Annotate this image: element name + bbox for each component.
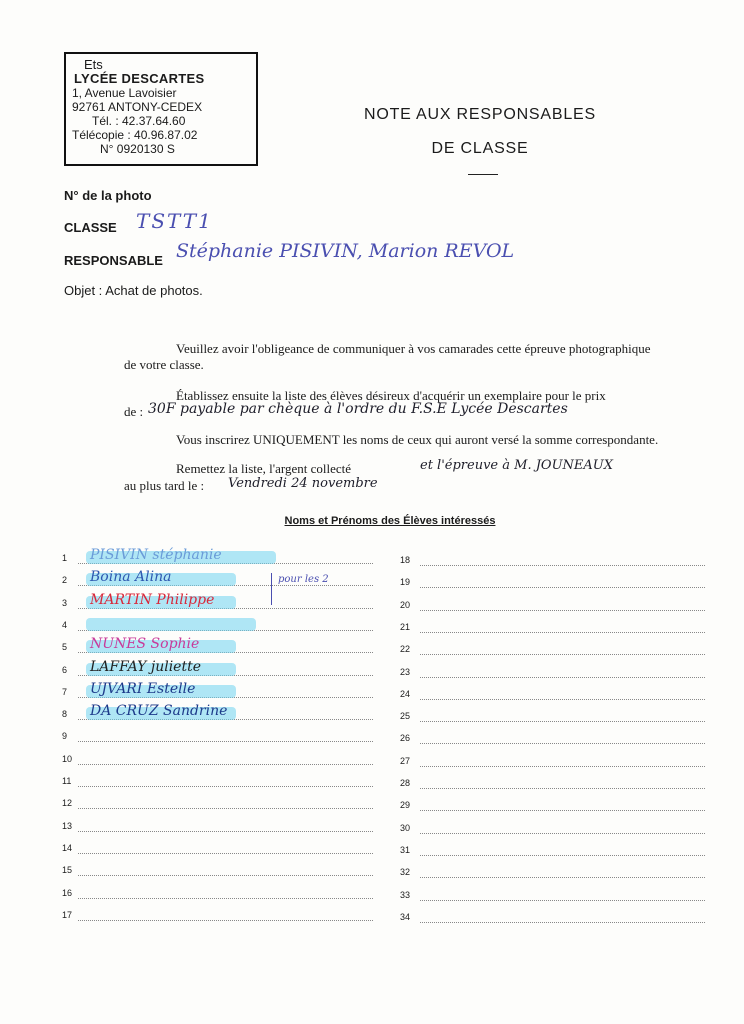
title-divider [468, 174, 498, 175]
dotted-line [420, 877, 705, 878]
row-number: 29 [400, 800, 411, 811]
paragraph-2-line-1: Établissez ensuite la liste des élèves désireux d'acquérir un exemplaire pour le prix [176, 388, 606, 403]
row-number: 34 [400, 911, 411, 922]
classe-value: TSTT1 [136, 209, 213, 233]
list-row [62, 636, 382, 656]
dotted-line [78, 875, 373, 876]
dotted-line [78, 786, 373, 787]
row-number: 12 [62, 798, 73, 809]
list-title: Noms et Prénoms des Élèves intéressés [284, 515, 496, 527]
list-row [400, 577, 710, 591]
row-number: 16 [62, 887, 73, 898]
dotted-line [420, 677, 705, 678]
list-row [400, 689, 710, 703]
list-row [62, 591, 382, 612]
row-number: 2 [62, 575, 68, 586]
row-number: 5 [62, 642, 68, 653]
list-row [400, 890, 710, 904]
list-row [62, 547, 382, 567]
list-row [400, 733, 710, 747]
student-name: MARTIN Philippe [90, 591, 215, 608]
paragraph-1-line-1: Veuillez avoir l'obligeance de communiquer à vos camarades cette épreuve photographique [176, 341, 651, 356]
stamp-city: 92761 ANTONY-CEDEX [72, 100, 203, 114]
row-number: 27 [400, 755, 411, 766]
student-name: LAFFAY juliette [90, 658, 201, 675]
list-row [62, 910, 382, 924]
row-number: 15 [62, 865, 73, 876]
list-row [400, 823, 710, 837]
student-name: DA CRUZ Sandrine [90, 703, 228, 720]
dotted-line [420, 922, 705, 923]
dotted-line [420, 632, 705, 633]
stamp-address: 1, Avenue Lavoisier [72, 86, 177, 100]
dotted-line [420, 721, 705, 722]
list-row [400, 756, 710, 770]
row-number: 33 [400, 889, 411, 900]
dotted-line [420, 743, 705, 744]
list-row [400, 778, 710, 792]
row-number: 7 [62, 686, 68, 697]
dotted-line [420, 610, 705, 611]
deliver-to-handwritten: et l'épreuve à M. JOUNEAUX [420, 458, 613, 473]
row-number: 13 [62, 820, 73, 831]
dotted-line [420, 855, 705, 856]
row-number: 1 [62, 553, 68, 563]
dotted-line [78, 808, 373, 809]
dotted-line [420, 833, 705, 834]
list-row [62, 821, 382, 835]
school-stamp [64, 52, 258, 166]
objet-line: Objet : Achat de photos. [64, 283, 203, 298]
list-row [62, 888, 382, 902]
classe-label: CLASSE [64, 220, 117, 235]
row-number: 24 [400, 688, 411, 699]
list-row [400, 867, 710, 881]
dotted-line [420, 766, 705, 767]
list-row [62, 843, 382, 857]
student-name: NUNES Sophie [90, 636, 200, 653]
row-number: 3 [62, 597, 68, 608]
dotted-line [78, 853, 373, 854]
row-number: 9 [62, 731, 68, 742]
row-number: 30 [400, 822, 411, 833]
paragraph-1-line-2: de votre classe. [124, 357, 204, 372]
row-number: 19 [400, 577, 411, 588]
row-number: 25 [400, 711, 411, 722]
row-number: 11 [62, 776, 72, 786]
list-row [400, 555, 710, 569]
row-number: 20 [400, 599, 411, 610]
student-name: UJVARI Estelle [90, 680, 196, 697]
margin-note: pour les 2 [278, 574, 329, 585]
dotted-line [420, 900, 705, 901]
dotted-line [420, 699, 705, 700]
dotted-line [420, 565, 705, 566]
list-row [62, 776, 382, 790]
row-number: 22 [400, 644, 411, 655]
paragraph-4-line-1: Remettez la liste, l'argent collecté [176, 461, 351, 476]
dotted-line [420, 810, 705, 811]
dotted-line [78, 741, 373, 742]
row-number: 31 [400, 844, 411, 855]
dotted-line [78, 898, 373, 899]
row-number: 10 [62, 753, 73, 764]
list-row [62, 798, 382, 812]
list-row [62, 620, 382, 634]
row-number: 8 [62, 709, 68, 720]
student-name: Boina Alina [90, 569, 172, 586]
row-number: 26 [400, 733, 411, 744]
title-line-1: NOTE AUX RESPONSABLES [364, 106, 596, 123]
responsable-label: RESPONSABLE [64, 253, 163, 268]
list-row [62, 680, 382, 701]
row-number: 32 [400, 867, 411, 878]
dotted-line [420, 587, 705, 588]
list-row [62, 754, 382, 768]
list-row [400, 644, 710, 658]
row-number: 17 [62, 909, 73, 920]
list-row [400, 912, 710, 926]
list-row [400, 845, 710, 859]
stamp-ets: Ets [84, 57, 103, 72]
stamp-number: N° 0920130 S [100, 142, 175, 156]
paragraph-2-prefix: de : [124, 404, 144, 419]
dotted-line [78, 920, 373, 921]
list-row [62, 731, 382, 745]
dotted-line [78, 764, 373, 765]
list-row [62, 703, 382, 723]
dotted-line [420, 788, 705, 789]
list-row [400, 622, 710, 636]
stamp-fax: Télécopie : 40.96.87.02 [72, 128, 198, 142]
row-number: 6 [62, 664, 68, 675]
row-number: 14 [62, 842, 73, 853]
list-row [62, 569, 382, 589]
row-number: 23 [400, 666, 411, 677]
list-row [62, 658, 382, 679]
responsable-value: Stéphanie PISIVIN, Marion REVOL [176, 240, 515, 262]
dotted-line [78, 831, 373, 832]
list-row [400, 667, 710, 681]
photo-number-label: N° de la photo [64, 188, 152, 203]
stamp-school-name: LYCÉE DESCARTES [74, 71, 205, 86]
deadline-handwritten: Vendredi 24 novembre [228, 476, 378, 491]
paragraph-4-prefix: au plus tard le : [124, 478, 205, 493]
list-row [400, 800, 710, 814]
price-handwritten: 30F payable par chèque à l'ordre du F.S.E Lycée Descartes [148, 401, 568, 417]
highlighter-mark [86, 618, 256, 631]
dotted-line [420, 654, 705, 655]
brace-mark [271, 573, 272, 605]
title-line-2: DE CLASSE [431, 140, 529, 157]
row-number: 28 [400, 778, 411, 788]
list-row [400, 600, 710, 614]
stamp-tel: Tél. : 42.37.64.60 [92, 114, 186, 128]
student-name: PISIVIN stéphanie [90, 547, 222, 563]
paragraph-3: Vous inscrirez UNIQUEMENT les noms de ceux qui auront versé la somme correspondante. [176, 432, 659, 447]
row-number: 21 [400, 621, 411, 632]
page-title [340, 98, 620, 166]
list-row [62, 865, 382, 879]
row-number: 18 [400, 555, 411, 565]
row-number: 4 [62, 619, 68, 630]
list-row [400, 711, 710, 725]
